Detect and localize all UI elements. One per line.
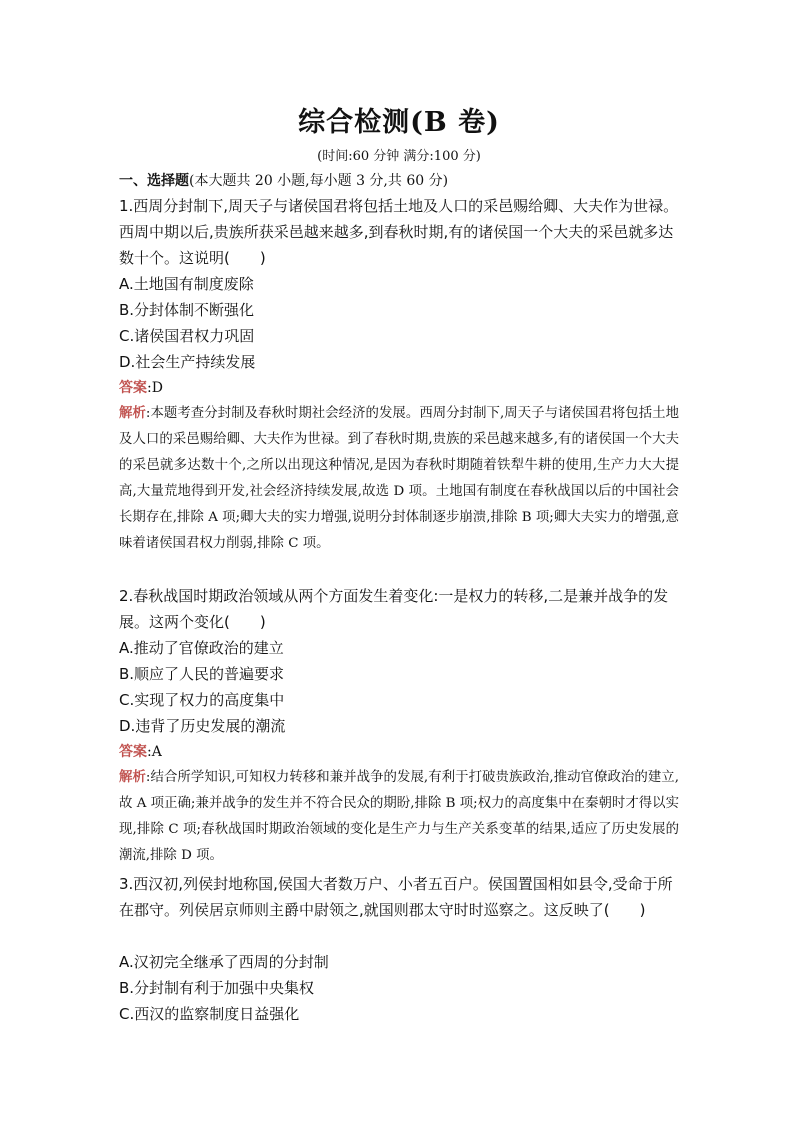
question-3-option-a: A.汉初完全继承了西周的分封制: [119, 953, 329, 971]
question-2-stem: 2.春秋战国时期政治领域从两个方面发生着变化:一是权力的转移,二是兼并战争的发展。这两个变化( ): [119, 587, 669, 631]
question-2-answer: [119, 740, 162, 764]
explanation-label: 解析: [119, 406, 146, 421]
question-1-option-a: A.土地国有制度废除: [119, 275, 254, 293]
question-2-option-c: C.实现了权力的高度集中: [119, 691, 285, 709]
explanation-label: 解析: [119, 770, 146, 785]
question-1-option-c: C.诸侯国君权力巩固: [119, 327, 255, 345]
question-3-stem: 3.西汉初,列侯封地称国,侯国大者数万户、小者五百户。侯国置国相如县令,受命于所在郡守。列侯居京师则主爵中尉领之,就国则郡太守时时巡察之。这反映了( ): [119, 875, 673, 919]
question-2-option-a: A.推动了官僚政治的建立: [119, 639, 284, 657]
question-2-explanation: [119, 765, 679, 869]
exam-meta: (时间:60 分钟 满分:100 分): [317, 149, 481, 164]
explanation-text: :结合所学知识,可知权力转移和兼并战争的发展,有利于打破贵族政治,推动官僚政治的建立,故 A 项正确;兼并战争的发生并不符合民众的期盼,排除 B 项;权力的高度集中在秦朝时才得以实现,排除 C 项;春秋战国时期政治领域的变化是生产力与生产关系变革的结果,适应了历史发展的潮流,排除 D 项。: [119, 770, 679, 863]
answer-label: 答案: [119, 744, 147, 760]
answer-value: :A: [147, 744, 162, 760]
question-1-option-d: D.社会生产持续发展: [119, 353, 256, 371]
question-3-option-b: B.分封制有利于加强中央集权: [119, 979, 315, 997]
question-2-option-d: D.违背了历史发展的潮流: [119, 717, 286, 735]
answer-label: 答案: [119, 380, 147, 396]
question-1-explanation: [119, 401, 679, 557]
question-1-answer: [119, 376, 163, 400]
question-1-option-b: B.分封体制不断强化: [119, 301, 255, 319]
question-2-option-b: B.顺应了人民的普遍要求: [119, 665, 285, 683]
question-1-stem: 1.西周分封制下,周天子与诸侯国君将包括土地及人口的采邑赐给卿、大夫作为世禄。西周中期以后,贵族所获采邑越来越多,到春秋时期,有的诸侯国一个大夫的采邑就多达数十个。这说明( ): [119, 197, 679, 267]
answer-value: :D: [147, 380, 163, 396]
explanation-text: :本题考查分封制及春秋时期社会经济的发展。西周分封制下,周天子与诸侯国君将包括土地及人口的采邑赐给卿、大夫作为世禄。到了春秋时期,贵族的采邑越来越多,有的诸侯国一个大夫的采邑就多达数十个,之所以出现这种情况,是因为春秋时期随着铁犁牛耕的使用,生产力大大提高,大量荒地得到开发,社会经济持续发展,故选 D 项。土地国有制度在春秋战国以后的中国社会长期存在,排除 A 项;卿大夫的实力增强,说明分封体制逐步崩溃,排除 B 项;卿大夫实力的增强,意味着诸侯国君权力削弱,排除 C 项。: [119, 406, 680, 551]
page-title: 综合检测(B 卷): [298, 107, 500, 138]
section-title: 一、选择题: [119, 173, 189, 189]
section-note: (本大题共 20 小题,每小题 3 分,共 60 分): [189, 173, 449, 189]
section-heading: [119, 170, 448, 190]
question-3-option-c: C.西汉的监察制度日益强化: [119, 1005, 300, 1023]
